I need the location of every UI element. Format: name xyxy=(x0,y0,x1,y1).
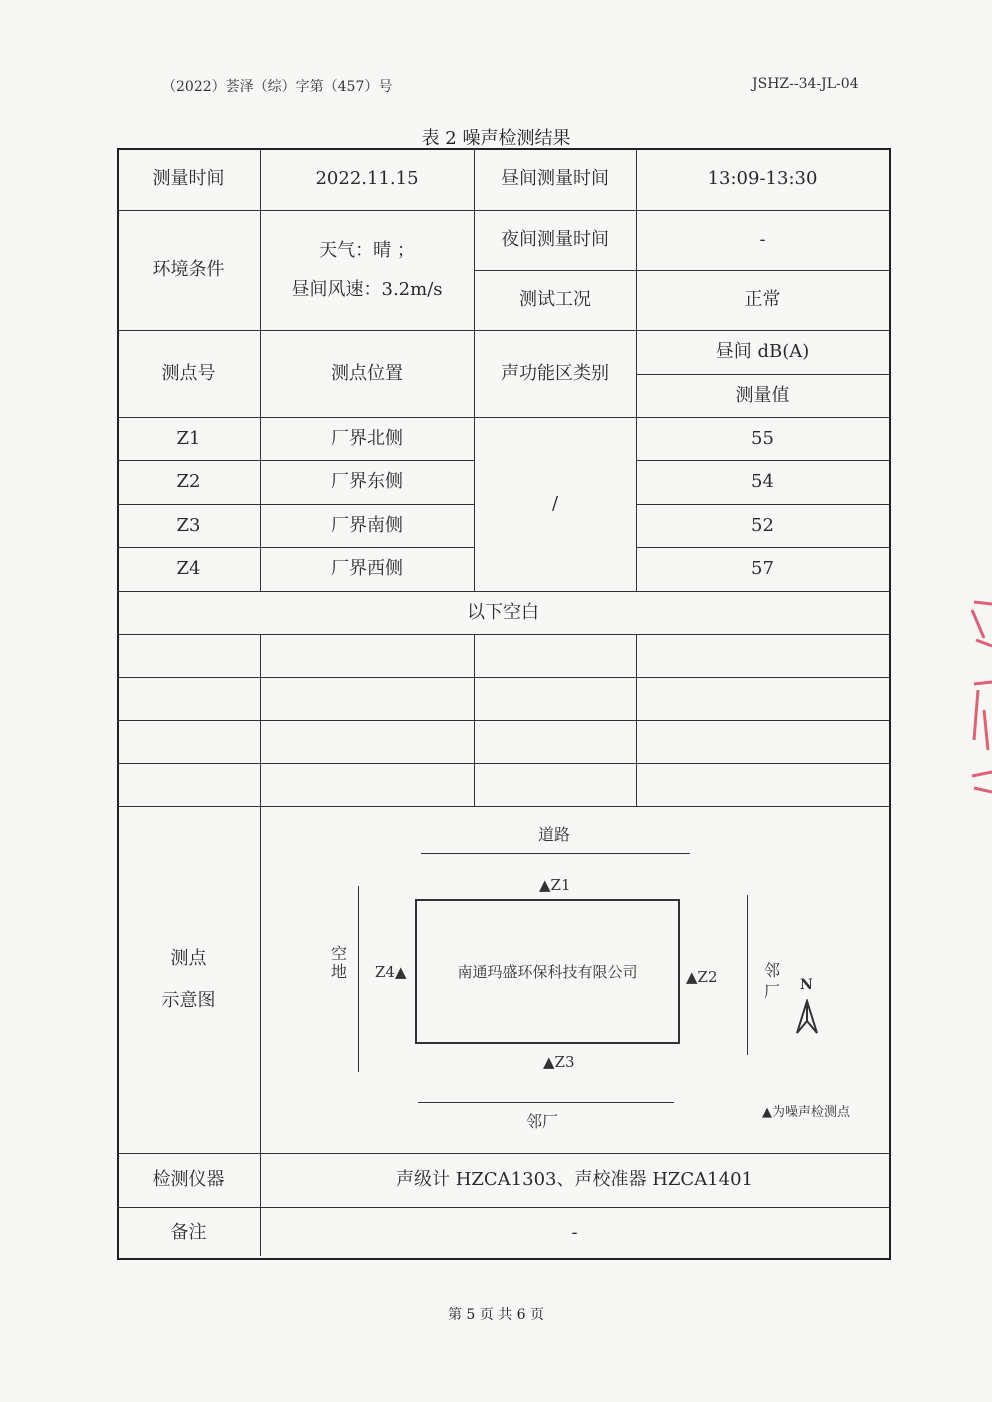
row-divider xyxy=(117,677,889,678)
legend-text: ▲为噪声检测点 xyxy=(762,1105,850,1120)
north-label: N xyxy=(800,977,813,993)
zone-category-value: / xyxy=(551,493,559,515)
table-row-position: 厂界东侧 xyxy=(331,471,403,493)
test-condition-value: 正常 xyxy=(744,289,781,311)
site-diagram xyxy=(261,807,888,1152)
north-arrow-icon xyxy=(794,999,820,1035)
point-position-header: 测点位置 xyxy=(331,362,403,384)
day-time-label: 昼间测量时间 xyxy=(501,168,609,190)
row-divider xyxy=(117,763,889,764)
company-name: 南通玛盛环保科技有限公司 xyxy=(457,963,638,981)
seal-stamp-icon xyxy=(970,600,992,795)
point-z1-label: Z1 xyxy=(550,876,571,894)
triangle-icon: ▲ xyxy=(686,968,698,986)
noise-result-table xyxy=(117,148,891,1260)
instrument-value: 声级计 HZCA1303、声校准器 HZCA1401 xyxy=(395,1169,753,1191)
table-row-value: 52 xyxy=(751,514,774,536)
env-condition-value xyxy=(260,210,474,330)
test-condition-label: 测试工况 xyxy=(519,289,591,311)
table-row-id: Z3 xyxy=(176,514,201,536)
instrument-label: 检测仪器 xyxy=(152,1169,225,1191)
remark-label: 备注 xyxy=(170,1221,207,1243)
blank-below-note: 以下空白 xyxy=(467,601,539,623)
point-z3 xyxy=(543,1053,575,1071)
table-row-id: Z2 xyxy=(176,471,201,493)
road-label: 道路 xyxy=(538,825,571,844)
triangle-icon: ▲ xyxy=(543,1053,555,1071)
bottom-boundary-line xyxy=(418,1102,674,1103)
point-z2 xyxy=(686,968,718,986)
left-side-label: 空地 xyxy=(330,944,347,981)
bottom-side-label: 邻厂 xyxy=(526,1112,559,1131)
diagram-label-line2: 示意图 xyxy=(161,989,216,1011)
table-row-id: Z4 xyxy=(176,558,201,580)
point-z3-label: Z3 xyxy=(554,1053,575,1071)
company-box xyxy=(415,899,680,1044)
road-line xyxy=(421,853,690,854)
table-row-value: 54 xyxy=(751,471,774,493)
env-condition-label: 环境条件 xyxy=(152,259,225,281)
diagram-label xyxy=(117,806,260,1153)
night-time-label: 夜间测量时间 xyxy=(501,229,609,251)
triangle-icon: ▲ xyxy=(539,876,551,894)
day-time-value: 13:09-13:30 xyxy=(707,168,818,190)
measure-date: 2022.11.15 xyxy=(315,168,419,190)
col-divider xyxy=(636,634,637,806)
zone-category-header: 声功能区类别 xyxy=(501,362,609,384)
point-z1 xyxy=(539,876,571,894)
table-row-position: 厂界北侧 xyxy=(331,427,403,449)
left-boundary-line xyxy=(358,886,359,1072)
col-divider xyxy=(474,634,475,806)
point-no-header: 测点号 xyxy=(161,362,216,384)
table-row-value: 55 xyxy=(751,427,774,449)
diagram-label-line1: 测点 xyxy=(170,948,207,970)
row-divider xyxy=(117,634,889,635)
point-z2-label: Z2 xyxy=(697,968,718,986)
right-boundary-line xyxy=(747,895,748,1055)
point-z4-label: Z4 xyxy=(375,963,395,981)
table-row-value: 57 xyxy=(751,558,774,580)
measure-time-label: 测量时间 xyxy=(152,168,225,190)
day-db-header: 昼间 dB(A) xyxy=(715,341,810,363)
remark-value: - xyxy=(571,1221,578,1243)
triangle-icon: ▲ xyxy=(394,963,407,981)
table-row-position: 厂界南侧 xyxy=(331,514,403,536)
page-footer: 第 5 页 共 6 页 xyxy=(447,1307,545,1323)
weather-text: 天气：晴 ； xyxy=(319,239,415,261)
table-row-id: Z1 xyxy=(176,427,201,449)
wind-speed-text: 昼间风速：3.2m/s xyxy=(291,279,443,300)
right-side-label: 邻厂 xyxy=(763,961,780,1001)
measured-value-header: 测量值 xyxy=(735,384,790,406)
table-row-position: 厂界西侧 xyxy=(331,558,403,580)
night-time-value: - xyxy=(759,229,766,251)
row-divider xyxy=(117,720,889,721)
form-code: JSHZ--34-JL-04 xyxy=(752,76,859,92)
document-number: （2022）荟泽（综）字第（457）号 xyxy=(162,79,393,95)
table-caption: 表 2 噪声检测结果 xyxy=(421,128,571,149)
point-z4 xyxy=(375,963,407,981)
